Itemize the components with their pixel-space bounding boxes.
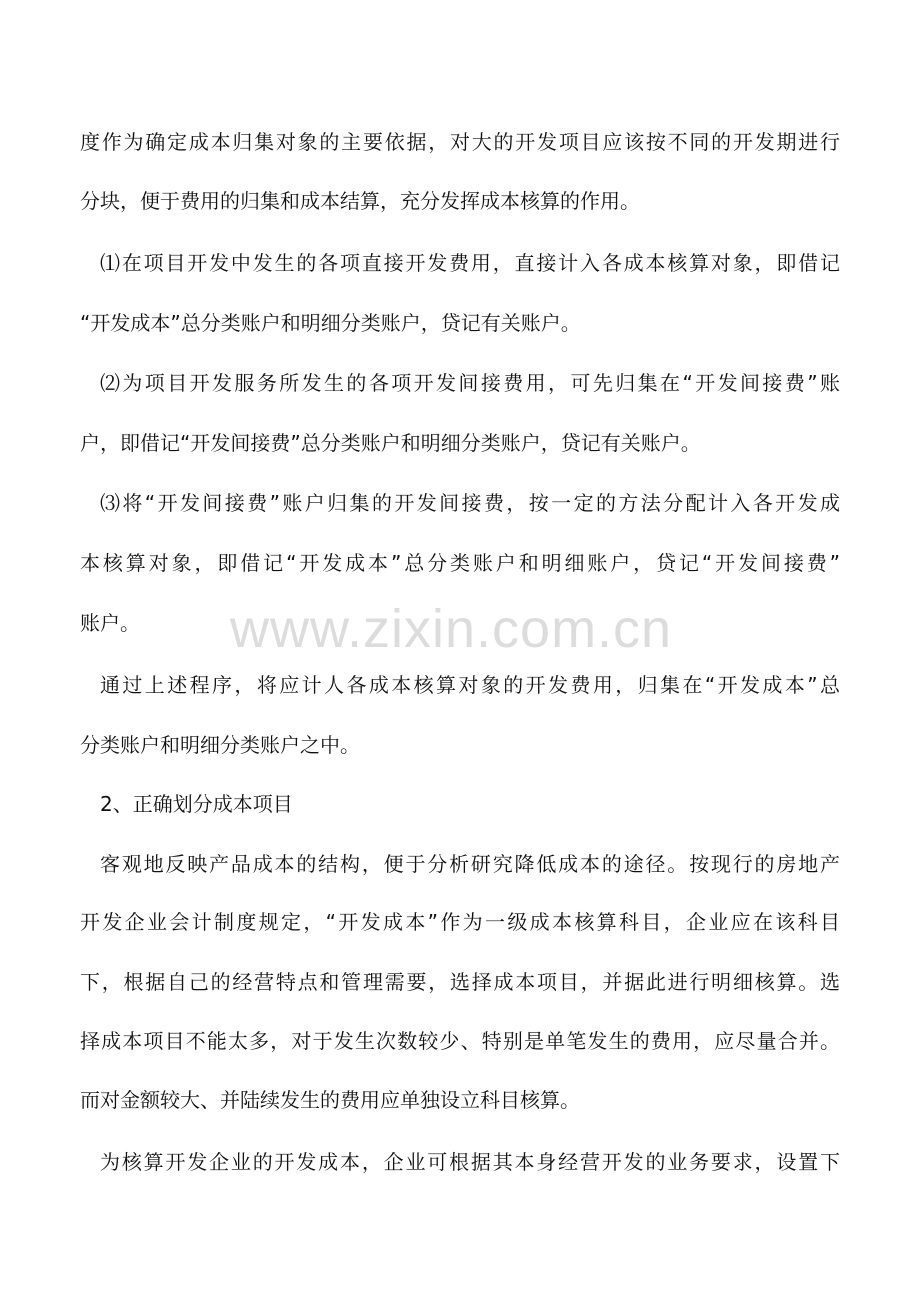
paragraph-line: 度作为确定成本归集对象的主要依据，对大的开发项目应该按不同的开发期进行 bbox=[80, 130, 840, 154]
paragraph-line: 通过上述程序，将应计人各成本核算对象的开发费用，归集在“开发成本”总 bbox=[100, 673, 840, 697]
paragraph-line: ⑵为项目开发服务所发生的各项开发间接费用，可先归集在“开发间接费”账 bbox=[100, 371, 840, 395]
paragraph-line: 户，即借记“开发间接费”总分类账户和明细分类账户，贷记有关账户。 bbox=[80, 431, 701, 455]
paragraph-line: ⑴在项目开发中发生的各项直接开发费用，直接计入各成本核算对象，即借记 bbox=[100, 251, 840, 275]
paragraph-line: 分块，便于费用的归集和成本结算，充分发挥成本核算的作用。 bbox=[80, 189, 640, 213]
paragraph-line: 而对金额较大、并陆续发生的费用应单独设立科目核算。 bbox=[80, 1088, 580, 1112]
paragraph-line: 为核算开发企业的开发成本，企业可根据其本身经营开发的业务要求，设置下 bbox=[100, 1150, 840, 1174]
paragraph-line: 下，根据自己的经营特点和管理需要，选择成本项目，并据此进行明细核算。选 bbox=[80, 970, 840, 994]
paragraph-line: “开发成本”总分类账户和明细分类账户，贷记有关账户。 bbox=[80, 311, 581, 335]
paragraph-line: 账户。 bbox=[80, 611, 140, 635]
paragraph-line: 开发企业会计制度规定，“开发成本”作为一级成本核算科目，企业应在该科目 bbox=[80, 910, 840, 934]
watermark: www.zixin.com.cn bbox=[230, 599, 673, 659]
paragraph-line: ⑶将“开发间接费”账户归集的开发间接费，按一定的方法分配计入各开发成 bbox=[100, 491, 840, 515]
paragraph-line: 分类账户和明细分类账户之中。 bbox=[80, 733, 360, 757]
section-heading: 2、正确划分成本项目 bbox=[100, 792, 293, 816]
paragraph-line: 本核算对象，即借记“开发成本”总分类账户和明细账户，贷记“开发间接费” bbox=[80, 551, 840, 575]
paragraph-line: 择成本项目不能太多，对于发生次数较少、特别是单笔发生的费用，应尽量合并。 bbox=[80, 1029, 840, 1053]
paragraph-line: 客观地反映产品成本的结构，便于分析研究降低成本的途径。按现行的房地产 bbox=[100, 852, 840, 876]
